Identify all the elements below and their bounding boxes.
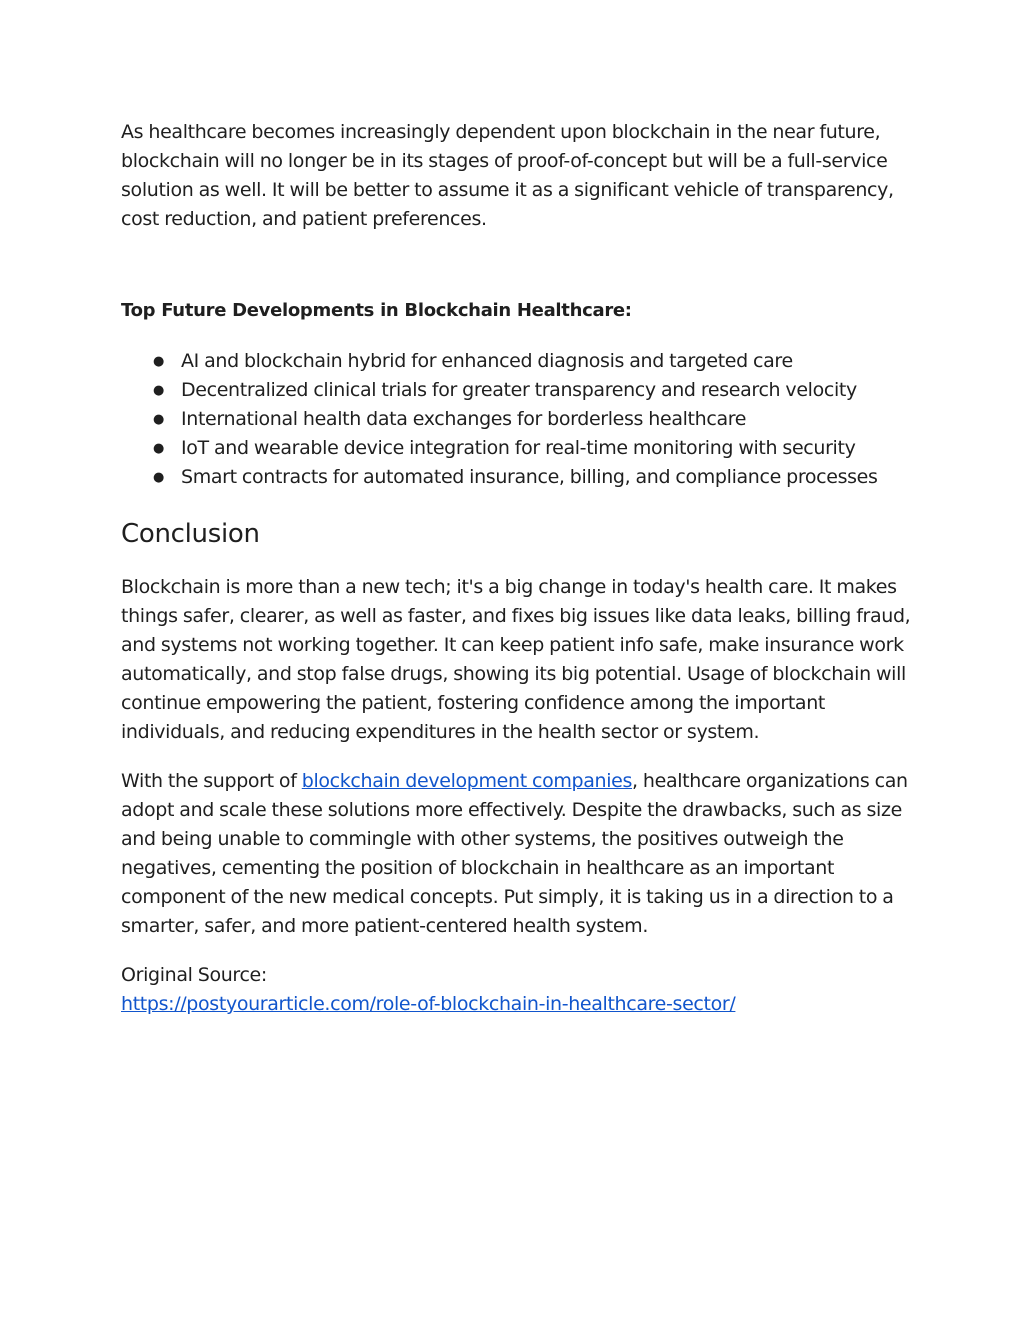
list-item-text: IoT and wearable device integration for real-time monitoring with security bbox=[181, 437, 856, 459]
list-item bbox=[121, 376, 911, 405]
list-item-text: Decentralized clinical trials for greater transparency and research velocity bbox=[181, 379, 857, 401]
list-item-text: AI and blockchain hybrid for enhanced diagnosis and targeted care bbox=[181, 350, 793, 372]
bullet-icon: ● bbox=[153, 441, 164, 456]
bullet-icon: ● bbox=[153, 354, 164, 369]
intro-paragraph: As healthcare becomes increasingly dependent upon blockchain in the near future, blockchain will no longer be in its stages of proof-of-concept but will be a full-service solution as well. It will be better to assume it as a significant vehicle of transparency, cost reduction, and patient preferences. bbox=[121, 121, 894, 230]
paragraph-2-prefix: With the support of bbox=[121, 770, 302, 792]
list-item-text: Smart contracts for automated insurance, billing, and compliance processes bbox=[181, 466, 878, 488]
conclusion-paragraph-2 bbox=[121, 767, 911, 941]
paragraph-2-suffix: , healthcare organizations can adopt and scale these solutions more effectively. Despite the drawbacks, such as size and being unable to commingle with other systems, the positives outweigh the negatives, cementing the position of blockchain in healthcare as an important component of the new medical concepts. Put simply, it is taking us in a direction to a smarter, safer, and more patient-centered health system. bbox=[121, 770, 908, 937]
conclusion-paragraph-1: Blockchain is more than a new tech; it's a big change in today's health care. It makes things safer, clearer, as well as faster, and fixes big issues like data leaks, billing fraud, and systems not working together. It can keep patient info safe, make insurance work automatically, and stop false drugs, showing its big potential. Usage of blockchain will continue empowering the patient, fostering confidence among the important individuals, and reducing expenditures in the health sector or system. bbox=[121, 576, 911, 743]
bullet-icon: ● bbox=[153, 470, 164, 485]
blockchain-companies-link[interactable]: blockchain development companies bbox=[301, 770, 633, 792]
source-block bbox=[121, 961, 911, 1019]
list-item bbox=[121, 347, 911, 376]
developments-heading: Top Future Developments in Blockchain Healthcare: bbox=[121, 300, 632, 321]
developments-list bbox=[121, 347, 911, 492]
source-label: Original Source: bbox=[121, 964, 267, 986]
list-item bbox=[121, 434, 911, 463]
list-item bbox=[121, 463, 911, 492]
list-item-text: International health data exchanges for borderless healthcare bbox=[181, 408, 747, 430]
bullet-icon: ● bbox=[153, 412, 164, 427]
list-item bbox=[121, 405, 911, 434]
bullet-icon: ● bbox=[153, 383, 164, 398]
conclusion-heading: Conclusion bbox=[121, 519, 260, 549]
source-url-link[interactable]: https://postyourarticle.com/role-of-blockchain-in-healthcare-sector/ bbox=[121, 993, 736, 1015]
document-page bbox=[121, 118, 911, 1019]
